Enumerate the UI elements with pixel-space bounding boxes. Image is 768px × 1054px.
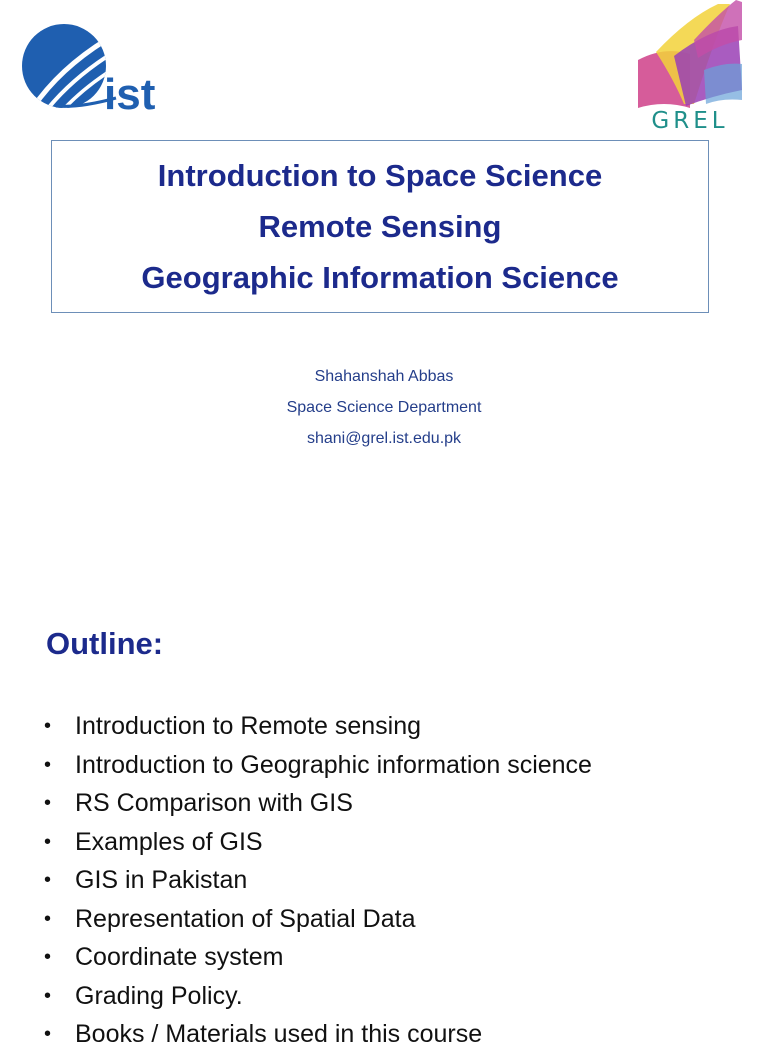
bullet-icon: • [44, 715, 52, 737]
bullet-icon: • [44, 946, 52, 968]
list-item-text: Introduction to Geographic information science [75, 750, 592, 779]
title-line-3: Geographic Information Science [141, 260, 619, 295]
list-item [44, 823, 592, 862]
title-box [51, 140, 709, 313]
list-item [44, 707, 592, 746]
list-item-text: Examples of GIS [75, 827, 263, 856]
grel-logo-text: GREL [651, 108, 729, 134]
author-department: Space Science Department [286, 399, 482, 416]
list-item-text: Grading Policy. [75, 981, 243, 1010]
bullet-icon: • [44, 869, 52, 891]
list-item [44, 784, 592, 823]
list-item [44, 861, 592, 900]
bullet-icon: • [44, 830, 52, 853]
author-name: Shahanshah Abbas [314, 368, 454, 385]
list-item-text: RS Comparison with GIS [75, 789, 353, 817]
bullet-icon: • [44, 1023, 52, 1045]
title-line-2: Remote Sensing [258, 209, 502, 244]
ist-globe-icon [20, 16, 188, 119]
list-item-text: Books / Materials used in this course [75, 1020, 483, 1048]
author-block [0, 361, 768, 454]
list-item [44, 938, 592, 977]
bullet-icon: • [44, 792, 52, 814]
grel-ribbon-icon [634, 0, 746, 110]
outline-heading: Outline: [46, 626, 164, 661]
list-item-text: Representation of Spatial Data [75, 904, 416, 933]
grel-logo [634, 0, 746, 140]
title-line-1: Introduction to Space Science [157, 158, 603, 193]
ist-logo-text: ist [104, 70, 156, 119]
list-item-text: GIS in Pakistan [75, 866, 248, 894]
list-item-text: Coordinate system [75, 943, 284, 971]
bullet-icon: • [44, 753, 52, 776]
list-item [44, 1015, 592, 1054]
list-item [44, 977, 592, 1016]
outline-list [44, 707, 592, 1054]
list-item [44, 900, 592, 939]
ist-logo [20, 16, 188, 119]
list-item-text: Introduction to Remote sensing [75, 712, 422, 740]
bullet-icon: • [44, 984, 52, 1007]
bullet-icon: • [44, 907, 52, 930]
author-email: shani@grel.ist.edu.pk [306, 430, 462, 447]
list-item [44, 746, 592, 785]
